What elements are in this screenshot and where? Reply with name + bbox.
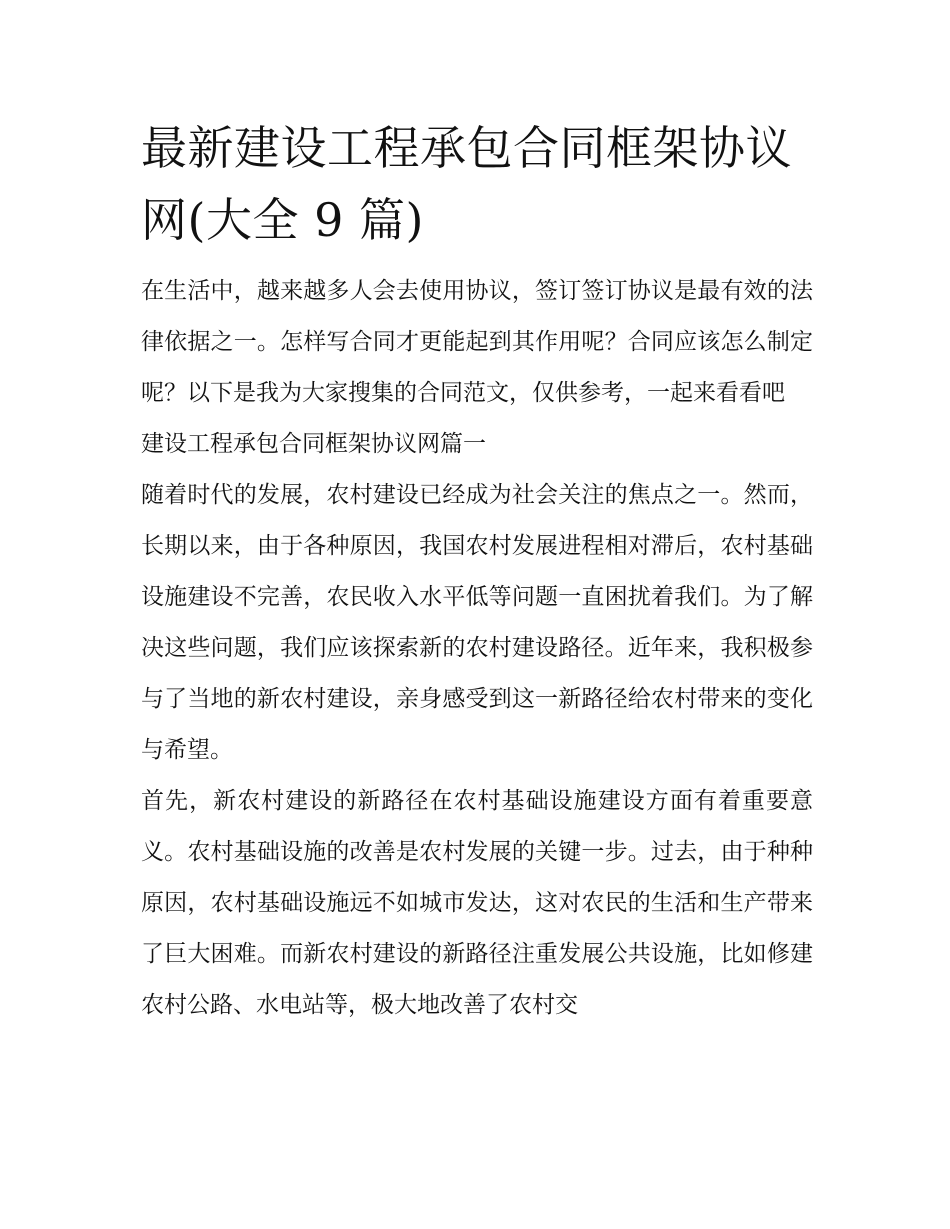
document-body (141, 112, 813, 1031)
section-heading: 建设工程承包合同框架协议网篇一 (141, 431, 486, 457)
document-title: 最新建设工程承包合同框架协议网(大全 9 篇) (141, 121, 792, 247)
intro-paragraph: 在生活中，越来越多人会去使用协议，签订签订协议是最有效的法律依据之一。怎样写合同才更能起到其作用呢？合同应该怎么制定呢？以下是我为大家搜集的合同范文，仅供参考，一起来看看吧 (141, 278, 813, 406)
body-paragraph: 随着时代的发展，农村建设已经成为社会关注的焦点之一。然而，长期以来，由于各种原因，我国农村发展进程相对滞后，农村基础设施建设不完善，农民收入水平低等问题一直困扰着我们。为了解决这些问题，我们应该探索新的农村建设路径。近年来，我积极参与了当地的新农村建设，亲身感受到这一新路径给农村带来的变化与希望。 (141, 482, 813, 763)
body-paragraph: 首先，新农村建设的新路径在农村基础设施建设方面有着重要意义。农村基础设施的改善是农村发展的关键一步。过去，由于种种原因，农村基础设施远不如城市发达，这对农民的生活和生产带来了巨大困难。而新农村建设的新路径注重发展公共设施，比如修建农村公路、水电站等，极大地改善了农村交 (141, 788, 813, 1018)
